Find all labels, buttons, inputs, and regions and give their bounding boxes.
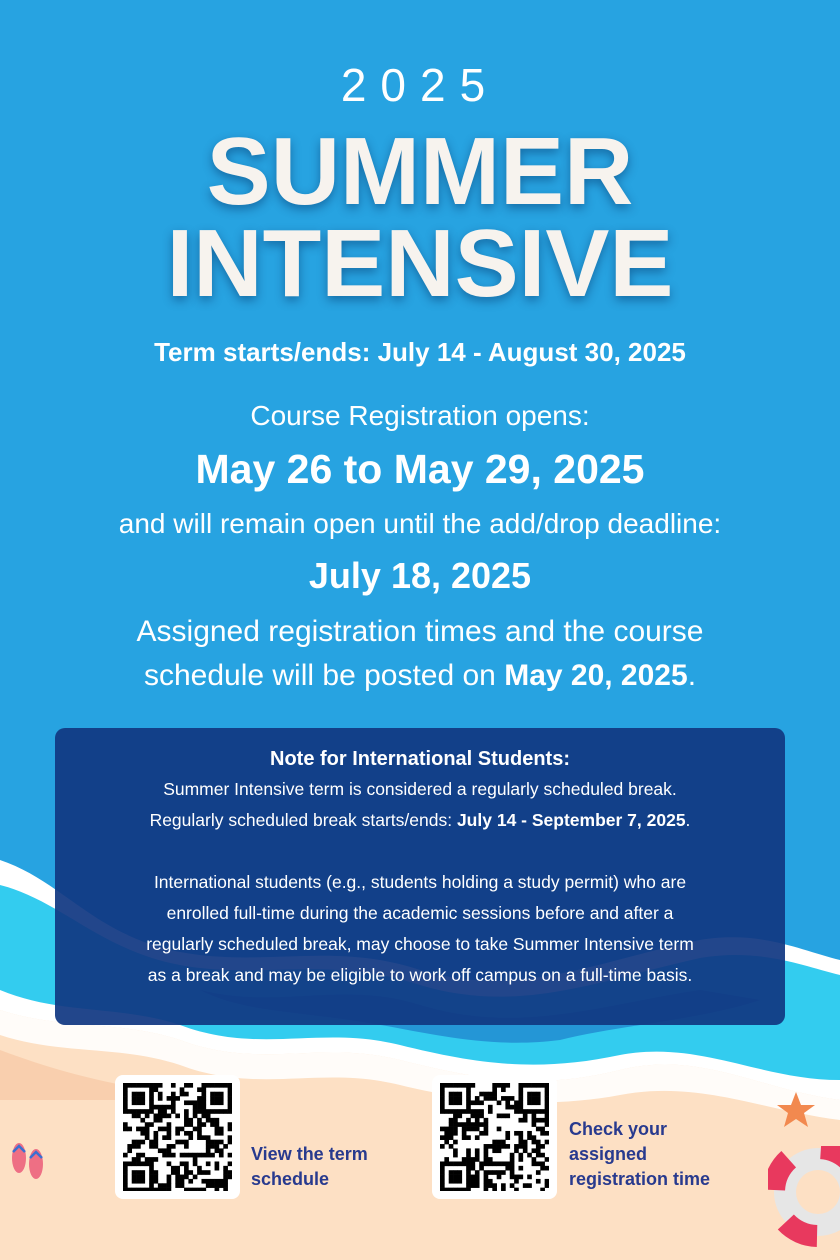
year: 2025 <box>340 59 500 111</box>
note-line2 <box>55 805 785 836</box>
assigned-suffix: . <box>687 659 697 692</box>
qr2-line2: assigned <box>569 1144 648 1164</box>
title-summer: SUMMER <box>206 118 634 225</box>
registration-dates: May 26 to May 29, 2025 <box>195 446 645 492</box>
note-line2-suffix: . <box>685 810 691 830</box>
note-para2-line3: regularly scheduled break, may choose to take Summer Intensive term <box>146 934 694 954</box>
qr1-line1: View the term <box>251 1144 368 1164</box>
assigned-line2 <box>0 654 840 698</box>
note-para2-line2: enrolled full-time during the academic sessions before and after a <box>166 903 674 923</box>
qr2-line3: registration time <box>569 1169 711 1189</box>
starfish-icon <box>774 1090 818 1130</box>
add-drop-deadline: July 18, 2025 <box>308 555 532 596</box>
assigned-prefix: schedule will be posted on <box>143 659 505 692</box>
title-intensive: INTENSIVE <box>166 210 674 317</box>
qr-label-registration-time <box>569 1117 710 1192</box>
note-para2-line4: as a break and may be eligible to work off campus on a full-time basis. <box>147 965 693 985</box>
term-dates: Term starts/ends: July 14 - August 30, 2025 <box>154 337 686 367</box>
qr-code-registration-time[interactable] <box>432 1075 557 1199</box>
international-students-note <box>55 728 785 1025</box>
qr2-line1: Check your <box>569 1119 668 1139</box>
qr-label-term-schedule <box>251 1142 368 1192</box>
note-para2-line1: International students (e.g., students holding a study permit) who are <box>153 872 687 892</box>
assigned-line1: Assigned registration times and the course <box>136 615 704 648</box>
qr-code-icon <box>440 1083 549 1191</box>
note-title: Note for International Students: <box>270 748 570 770</box>
life-ring-icon <box>768 1146 840 1256</box>
qr-code-icon <box>123 1083 232 1191</box>
break-dates: July 14 - September 7, 2025 <box>456 810 686 830</box>
assigned-times-text <box>0 610 840 698</box>
assigned-date: May 20, 2025 <box>504 659 688 692</box>
registration-opens-label: Course Registration opens: <box>250 400 590 431</box>
registration-remain-text: and will remain open until the add/drop deadline: <box>118 508 722 539</box>
note-line2-prefix: Regularly scheduled break starts/ends: <box>149 810 457 830</box>
qr-code-term-schedule[interactable] <box>115 1075 240 1199</box>
flip-flops-icon <box>8 1140 50 1182</box>
qr1-line2: schedule <box>251 1169 330 1189</box>
note-line1: Summer Intensive term is considered a regularly scheduled break. <box>163 779 677 799</box>
